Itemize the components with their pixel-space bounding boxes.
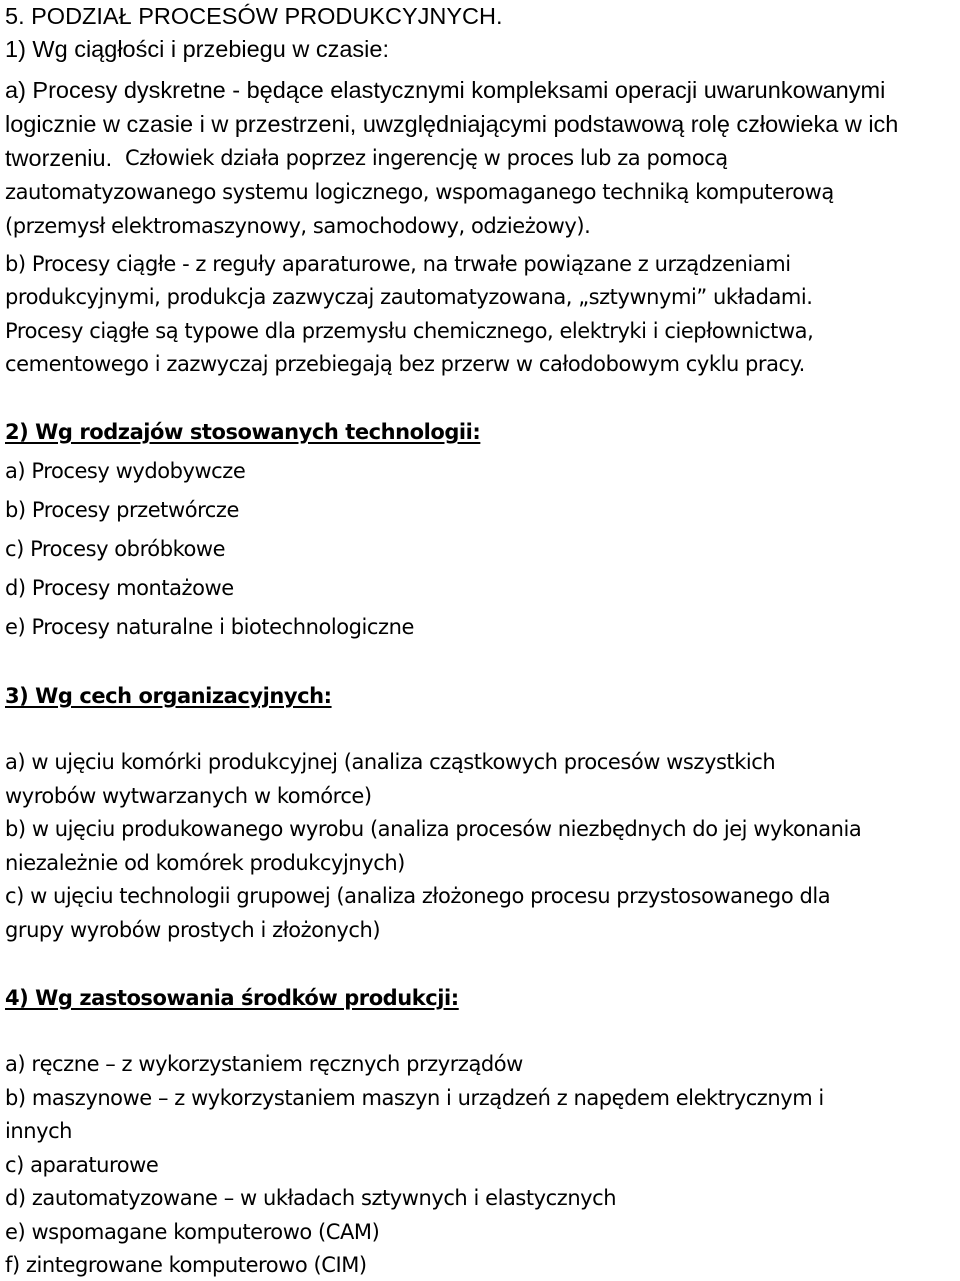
section-2-list-item: e) Procesy naturalne i biotechnologiczne [5,615,414,639]
section-4-line: c) aparaturowe [5,1153,159,1177]
section-1-paragraph-b-line: produkcyjnymi, produkcja zazwyczaj zautomatyzowana, „sztywnymi” układami. [5,285,813,309]
section-4-line: d) zautomatyzowane – w układach sztywnych i elastycznych [5,1186,617,1210]
section-1-paragraph-a-line: a) Procesy dyskretne - będące elastycznymi kompleksami operacji uwarunkowanymi [5,77,886,103]
section-4-line: innych [5,1119,73,1143]
section-4-line: a) ręczne – z wykorzystaniem ręcznych przyrządów [5,1052,523,1076]
section-2-list-item: c) Procesy obróbkowe [5,537,226,561]
section-1-paragraph-a-line: Człowiek działa poprzez ingerencję w proces lub za pomocą [125,146,728,170]
section-1-paragraph-a-line: logicznie w czasie i w przestrzeni, uwzględniającymi podstawową rolę człowieka w ich [5,111,899,137]
section-1-paragraph-a-line: tworzeniu. [5,145,113,171]
section-3-line: wyrobów wytwarzanych w komórce) [5,784,372,808]
section-4-line: f) zintegrowane komputerowo (CIM) [5,1253,367,1277]
section-3-line: grupy wyrobów prostych i złożonych) [5,918,381,942]
section-1-paragraph-b-line: Procesy ciągłe są typowe dla przemysłu chemicznego, elektryki i ciepłownictwa, [5,319,814,343]
section-3-line: c) w ujęciu technologii grupowej (analiza złożonego procesu przystosowanego dla [5,884,831,908]
section-1-paragraph-b-line: cementowego i zazwyczaj przebiegają bez przerw w całodobowym cyklu pracy. [5,352,805,376]
section-3-heading: 3) Wg cech organizacyjnych: [5,684,332,708]
section-2-heading: 2) Wg rodzajów stosowanych technologii: [5,420,481,444]
section-1-paragraph-a-line: (przemysł elektromaszynowy, samochodowy, odzieżowy). [5,214,591,238]
section-2-list-item: a) Procesy wydobywcze [5,459,246,483]
section-3-line: niezależnie od komórek produkcyjnych) [5,851,405,875]
section-2-list-item: b) Procesy przetwórcze [5,498,239,522]
section-4-heading: 4) Wg zastosowania środków produkcji: [5,986,459,1010]
section-3-line: b) w ujęciu produkowanego wyrobu (analiza procesów niezbędnych do jej wykonania [5,817,862,841]
section-2-list-item: d) Procesy montażowe [5,576,234,600]
document-title: 5. PODZIAŁ PROCESÓW PRODUKCYJNYCH. [5,3,503,29]
section-4-line: b) maszynowe – z wykorzystaniem maszyn i urządzeń z napędem elektrycznym i [5,1086,824,1110]
section-1-paragraph-b-line: b) Procesy ciągłe - z reguły aparaturowe, na trwałe powiązane z urządzeniami [5,252,791,276]
section-1-heading: 1) Wg ciągłości i przebiegu w czasie: [5,36,389,62]
section-1-paragraph-a-line: zautomatyzowanego systemu logicznego, wspomaganego techniką komputerową [5,180,834,204]
section-3-line: a) w ujęciu komórki produkcyjnej (analiza cząstkowych procesów wszystkich [5,750,776,774]
section-4-line: e) wspomagane komputerowo (CAM) [5,1220,380,1244]
